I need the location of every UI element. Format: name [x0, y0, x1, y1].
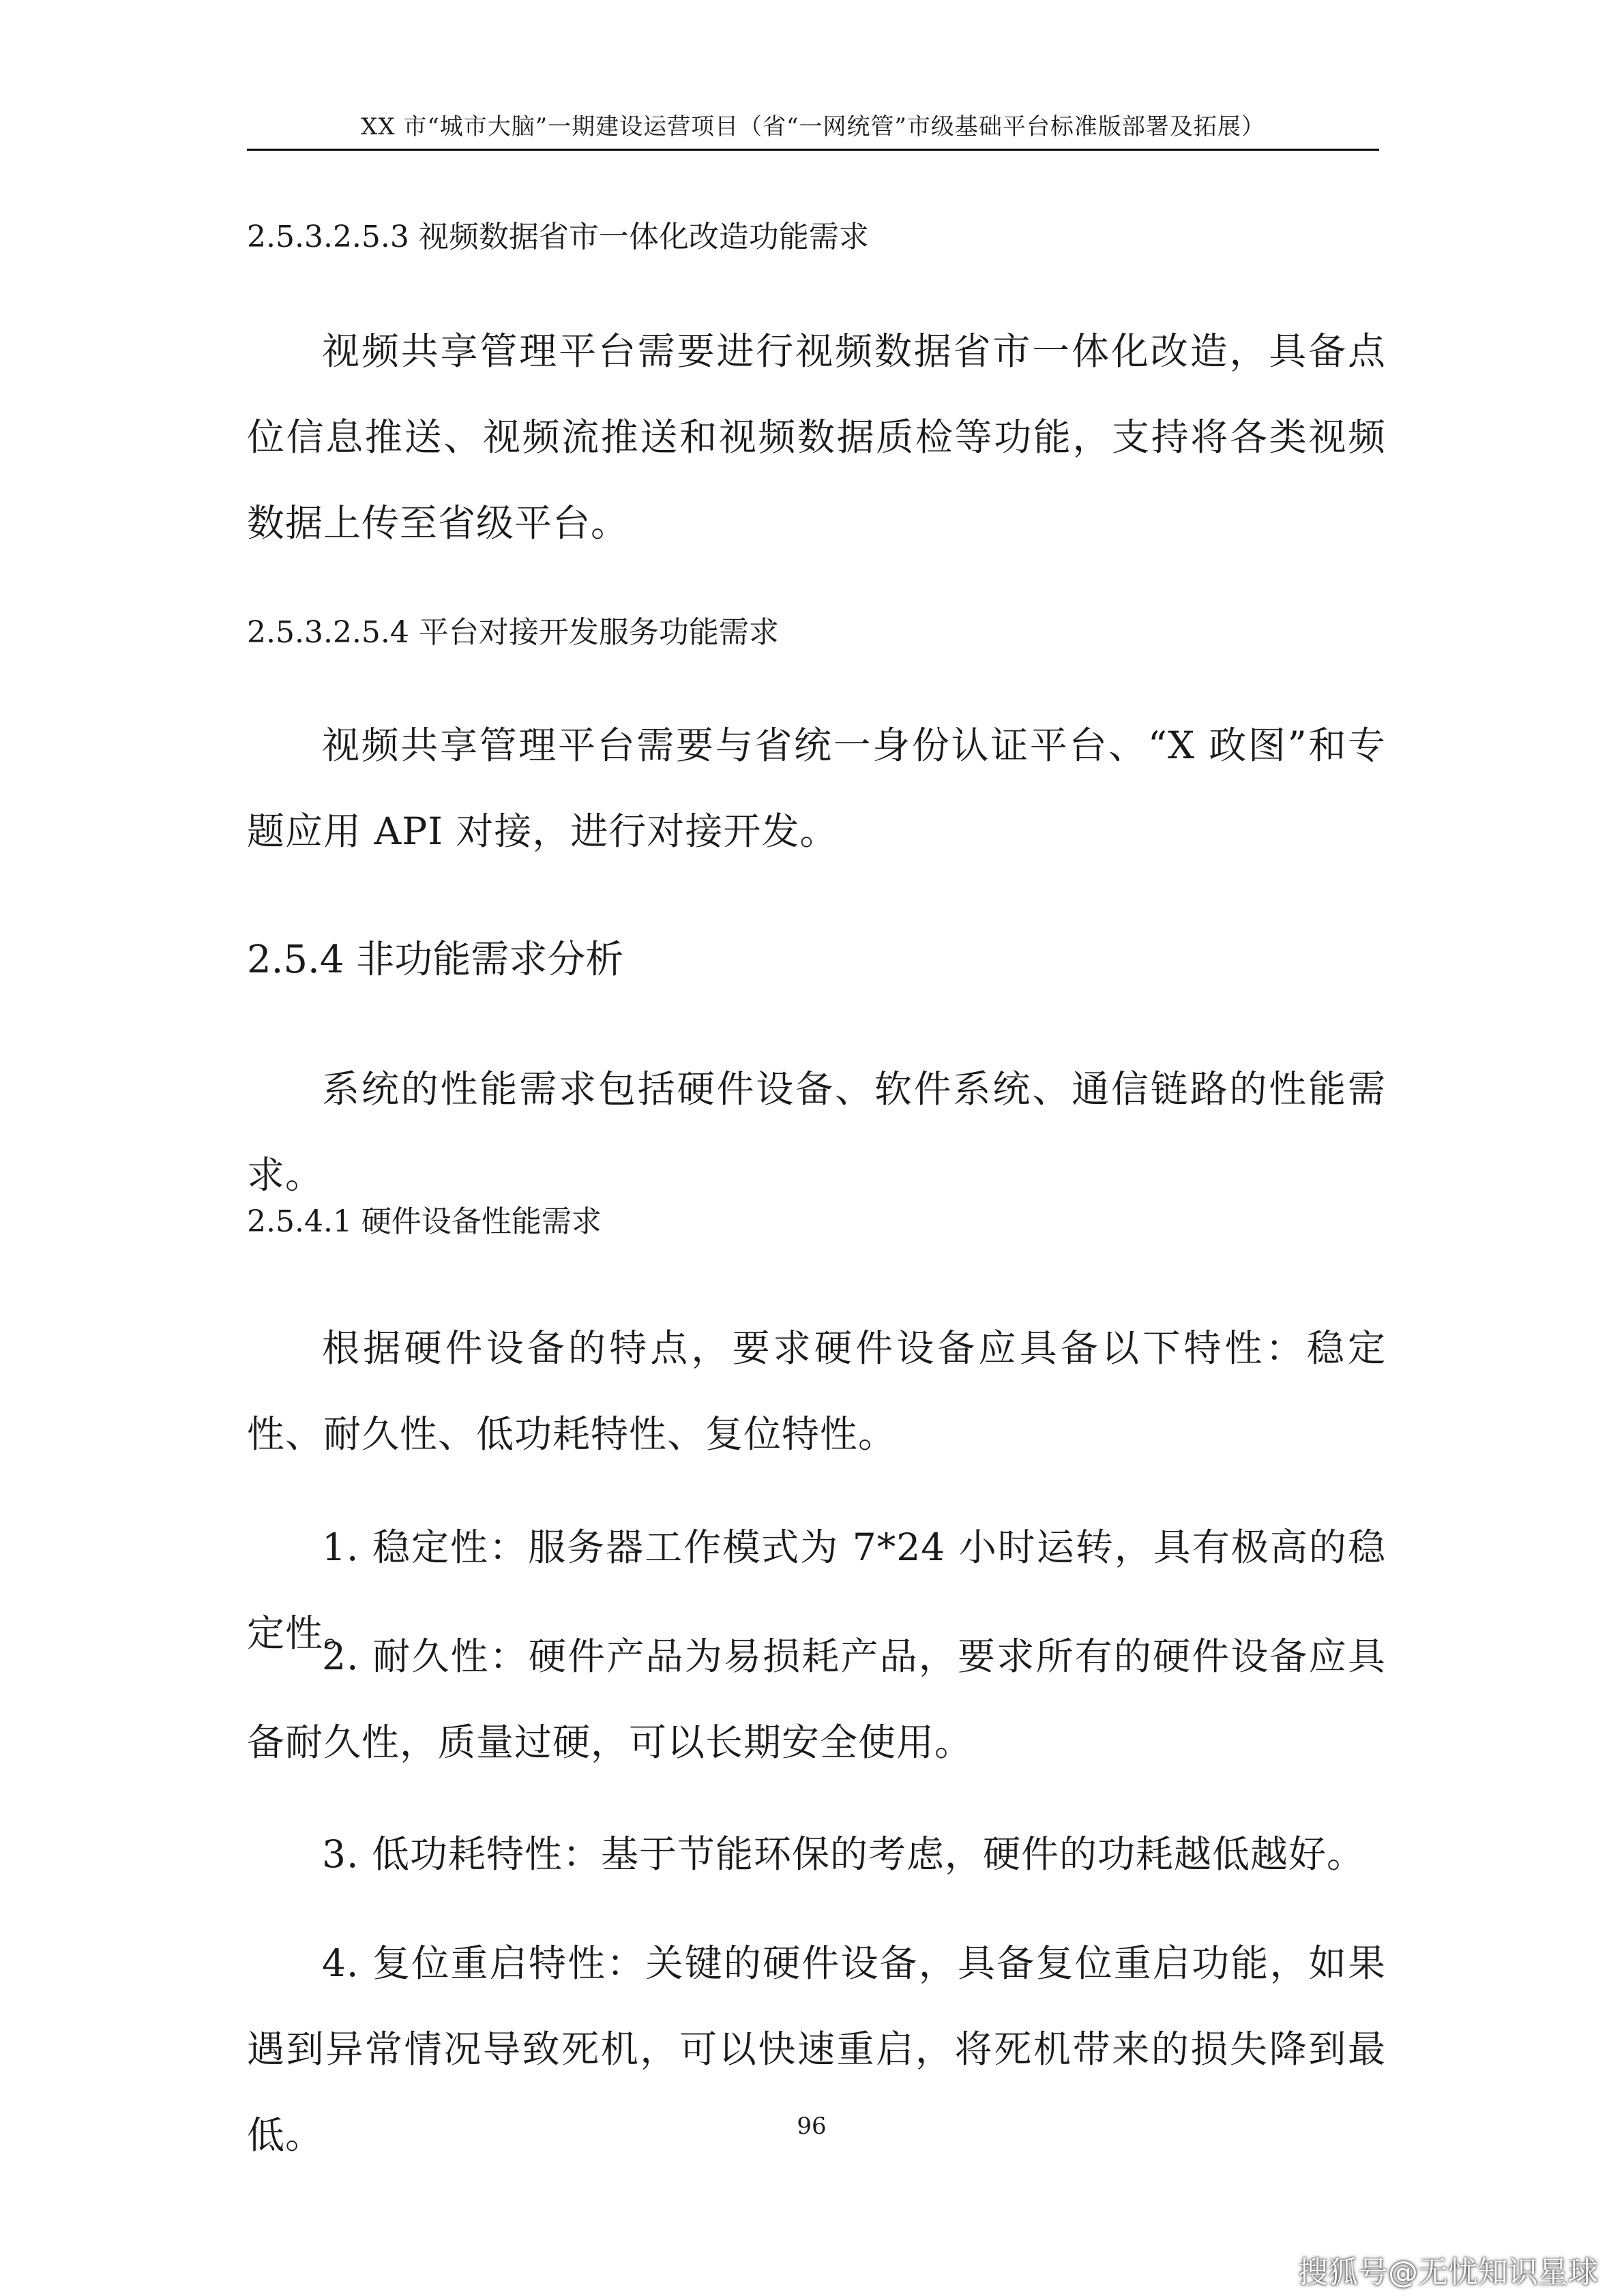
- section-heading-2-5-4-1: 2.5.4.1 硬件设备性能需求: [247, 1204, 602, 1239]
- list-item-low-power: 3. 低功耗特性：基于节能环保的考虑，硬件的功耗越低越好。: [322, 1832, 1365, 1876]
- running-header: XX 市“城市大脑”一期建设运营项目（省“一网统管”市级基础平台标准版部署及拓展）: [361, 113, 1265, 140]
- watermark: 搜狐号@无忧知识星球: [1298, 2255, 1598, 2290]
- section-heading-2-5-3-2-5-3: 2.5.3.2.5.3 视频数据省市一体化改造功能需求: [247, 220, 869, 254]
- paragraph-nonfunctional-intro: 系统的性能需求包括硬件设备、软件系统、通信链路的性能需求。: [247, 1067, 1386, 1197]
- paragraph-platform-integration: 视频共享管理平台需要与省统一身份认证平台、“X 政图”和专题应用 API 对接，进行对接开发。: [247, 724, 1387, 853]
- section-heading-2-5-4: 2.5.4 非功能需求分析: [247, 938, 624, 982]
- list-item-durability: 2. 耐久性：硬件产品为易损耗产品，要求所有的硬件设备应具备耐久性，质量过硬，可以长期安全使用。: [247, 1635, 1386, 1764]
- header-divider: [247, 149, 1379, 151]
- list-item-reset-restart: 4. 复位重启特性：关键的硬件设备，具备复位重启功能，如果遇到异常情况导致死机，可以快速重启，将死机带来的损失降到最低。: [247, 1941, 1386, 2157]
- page-number: 96: [797, 2113, 827, 2140]
- list-item-stability: 1. 稳定性：服务器工作模式为 7*24 小时运转，具有极高的稳定性。: [247, 1525, 1386, 1655]
- paragraph-video-integration: 视频共享管理平台需要进行视频数据省市一体化改造，具备点位信息推送、视频流推送和视频数据质检等功能，支持将各类视频数据上传至省级平台。: [247, 329, 1386, 545]
- paragraph-hardware-intro: 根据硬件设备的特点，要求硬件设备应具备以下特性：稳定性、耐久性、低功耗特性、复位特性。: [247, 1326, 1386, 1456]
- section-heading-2-5-3-2-5-4: 2.5.3.2.5.4 平台对接开发服务功能需求: [247, 615, 779, 650]
